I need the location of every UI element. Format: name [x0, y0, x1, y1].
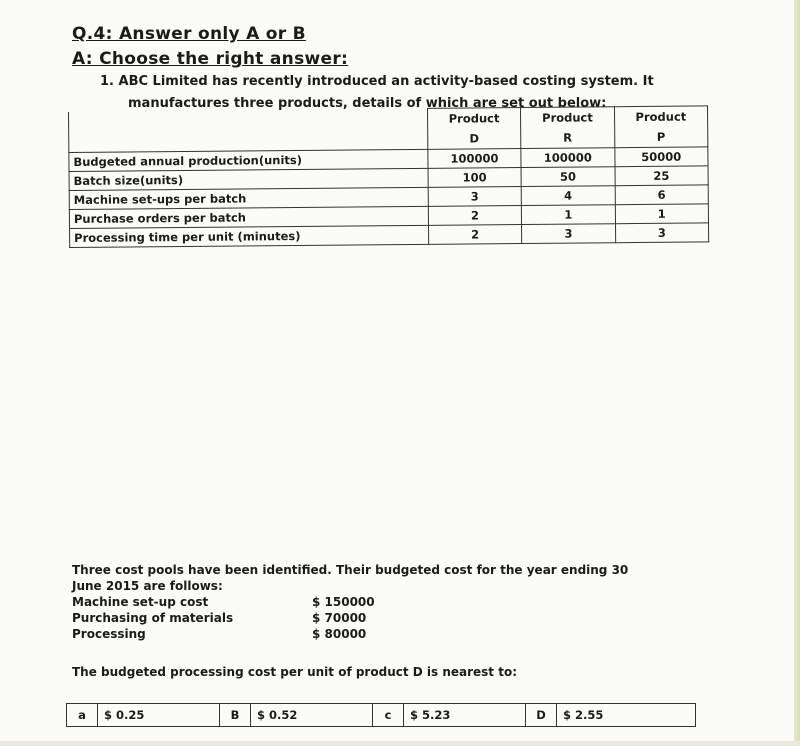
- cell-value: 6: [615, 185, 709, 205]
- cell-value: 2: [428, 206, 522, 226]
- cell-value: 50: [521, 167, 615, 187]
- cell-value: 4: [521, 186, 615, 206]
- cost-pool-amount: $ 150000: [312, 595, 375, 609]
- question-text-line-1: [100, 74, 700, 89]
- cell-value: 3: [615, 223, 709, 243]
- question-line-2: manufactures three products, details of which are set out below:: [128, 96, 607, 111]
- table-header-code-3: P: [614, 126, 708, 147]
- cost-pool-item: [72, 610, 722, 626]
- cell-value: 1: [615, 204, 709, 224]
- cost-pool-amount: $ 70000: [312, 611, 367, 625]
- section-subheading: A: Choose the right answer:: [72, 49, 349, 69]
- cost-pool-label: Processing: [72, 627, 146, 641]
- cell-value: 1: [522, 205, 616, 225]
- question-number: 1.: [100, 74, 114, 89]
- question-heading: Q.4: Answer only A or B: [72, 24, 306, 44]
- final-question: The budgeted processing cost per unit of product D is nearest to:: [72, 665, 518, 679]
- answer-value-c[interactable]: $ 5.23: [404, 704, 526, 726]
- answer-letter-c[interactable]: c: [373, 704, 404, 726]
- cell-value: 25: [615, 166, 709, 186]
- answer-letter-a[interactable]: a: [67, 704, 98, 726]
- cell-value: 50000: [614, 147, 708, 167]
- table-header-product-2: [521, 107, 615, 128]
- answer-value-d[interactable]: $ 2.55: [563, 708, 604, 722]
- answer-value-b[interactable]: $ 0.52: [251, 704, 373, 726]
- answer-value-a[interactable]: $ 0.25: [98, 704, 220, 726]
- row-label: Purchase orders per batch: [69, 206, 428, 228]
- header-product-label: Product: [635, 109, 687, 125]
- table-header-product-3: [614, 106, 708, 127]
- cost-pool-item: [72, 594, 722, 610]
- header-product-label: Product: [542, 110, 593, 125]
- cost-pool-label: Machine set-up cost: [72, 595, 209, 609]
- table-header-product-1: [427, 108, 521, 129]
- row-label: Budgeted annual production(units): [69, 149, 428, 171]
- cost-pool-amount: $ 80000: [312, 627, 367, 641]
- row-label: Machine set-ups per batch: [69, 187, 428, 209]
- answer-letter-d[interactable]: D: [526, 704, 557, 726]
- cell-value: 2: [428, 225, 522, 245]
- answer-options: [66, 703, 696, 727]
- header-product-label: Product: [448, 111, 500, 126]
- row-label: Batch size(units): [69, 168, 428, 190]
- cell-value: 3: [428, 187, 522, 207]
- cost-pool-item: [72, 626, 722, 642]
- row-label: Processing time per unit (minutes): [70, 225, 429, 247]
- table-header-code-2: R: [521, 127, 615, 148]
- cost-pool-label: Purchasing of materials: [72, 611, 234, 625]
- page-edge-bottom: [0, 741, 800, 746]
- cell-value: 100: [428, 168, 522, 188]
- cell-value: 100000: [521, 148, 615, 168]
- product-details-table: [68, 105, 709, 248]
- cost-pools-section: [72, 562, 722, 642]
- question-line-1: ABC Limited has recently introduced an activity-based costing system. It: [118, 74, 654, 89]
- page-edge-right: [794, 0, 800, 746]
- table-header-code-1: D: [427, 128, 521, 149]
- cost-pools-intro-line-1: Three cost pools have been identified. Their budgeted cost for the year ending 30: [72, 563, 629, 577]
- cell-value: 3: [522, 224, 616, 244]
- answer-letter-b[interactable]: B: [220, 704, 251, 726]
- cost-pools-intro-line-2: June 2015 are follows:: [72, 579, 223, 593]
- cell-value: 100000: [428, 149, 522, 169]
